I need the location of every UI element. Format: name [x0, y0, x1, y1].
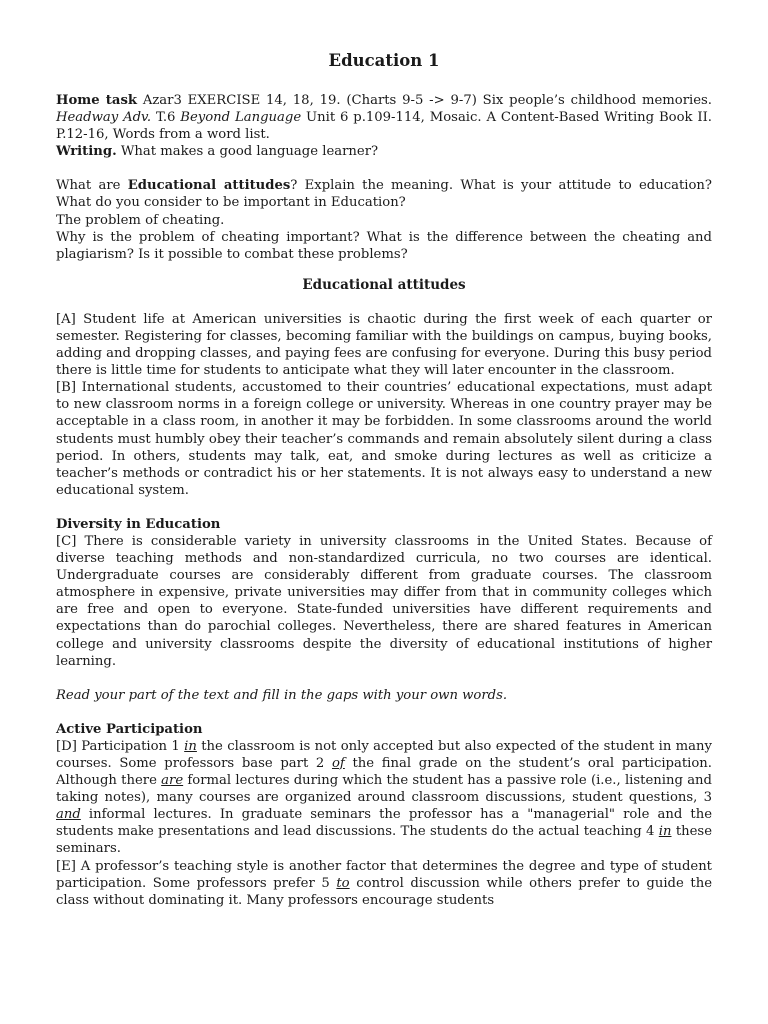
paragraph-c: [C] There is considerable variety in university classrooms in the United States. Because of diverse teaching methods and non-standardized curricula, no two courses are identical. Undergraduate courses are considerably different from graduate courses. The classroom atmosphere in expensive, private universities may differ from that in community colleges which are free and open to everyone. State-funded universities have different requirements and expectations than do parochial colleges. Nevertheless, there are shared features in American college and university classrooms despite the diversity of educational institutions of higher learning.: [56, 533, 712, 669]
gap-word: are: [161, 773, 184, 789]
spacer: [56, 670, 712, 687]
spacer: [56, 499, 712, 516]
gap-word: and: [56, 807, 81, 823]
home-task-paragraph: Home task Azar3 EXERCISE 14, 18, 19. (Charts 9-5 -> 9-7) Six people’s childhood memories. Headway Adv. T.6 Beyond Language Unit 6 p.109-114, Mosaic. A Content-Based Writing Book II. P.12-16, Words from a word list.: [56, 93, 713, 143]
writing-label: Writing.: [56, 144, 117, 160]
gap-word: to: [336, 875, 350, 891]
diversity-heading: Diversity in Education: [56, 516, 221, 532]
gap-word: in: [184, 738, 197, 754]
gap-word: of: [331, 756, 345, 771]
spacer: [56, 160, 712, 177]
paragraph-e: [E] A professor’s teaching style is another factor that determines the degree and type of student participation. Some professors prefer 5 to control discussion while others prefer to guide the class without dominating it. Many professors encourage students: [56, 858, 713, 908]
active-participation-heading: Active Participation: [56, 721, 203, 737]
gap-word: in: [658, 824, 672, 840]
question-educational-attitudes: What are Educational attitudes? Explain the meaning. What is your attitude to education? What do you consider to be important in Education?: [56, 178, 712, 211]
instruction-text: Read your part of the text and fill in the gaps with your own words.: [56, 687, 508, 703]
paragraph-d: [D] Participation 1 in the classroom is not only accepted but also expected of the student in many courses. Some professors base part 2 of the final grade on the student’s oral participation. Although there are formal lectures during which the student has a passive role (i.e., listening and taking notes), many courses are organized around classroom discussions, student questions, 3 and informal lectures. In graduate seminars the professor has a "managerial" role and the students make presentations and lead discussions. The students do the actual teaching 4 in these seminars.: [56, 738, 712, 857]
writing-paragraph: Writing. What makes a good language learner?: [56, 144, 379, 160]
section-heading: Educational attitudes: [302, 276, 466, 293]
home-task-label: Home task: [56, 93, 138, 108]
paragraph-b: [B] International students, accustomed to their countries’ educational expectations, must adapt to new classroom norms in a foreign college or university. Whereas in one country prayer may be acceptable in a class room, in another it may be forbidden. In some classrooms around the world students must humbly obey their teacher’s commands and remain absolutely silent during a class period. In others, students may talk, eat, and smoke during lectures as well as criticize a teacher’s methods or contradict his or her statements. It is not always easy to understand a new educational system.: [56, 380, 712, 498]
question-cheating: The problem of cheating.: [56, 212, 225, 228]
document-title: Education 1: [328, 51, 440, 70]
paragraph-a: [A] Student life at American universities is chaotic during the first week of each quarter or semester. Registering for classes, becoming familiar with the buildings on campus, buying books, adding and dropping classes, and paying fees are confusing for everyone. During this busy period there is little time for students to anticipate what they will later encounter in the classroom.: [56, 311, 712, 379]
question-plagiarism: Why is the problem of cheating important? What is the difference between the cheating and plagiarism? Is it possible to combat these problems?: [56, 229, 712, 262]
